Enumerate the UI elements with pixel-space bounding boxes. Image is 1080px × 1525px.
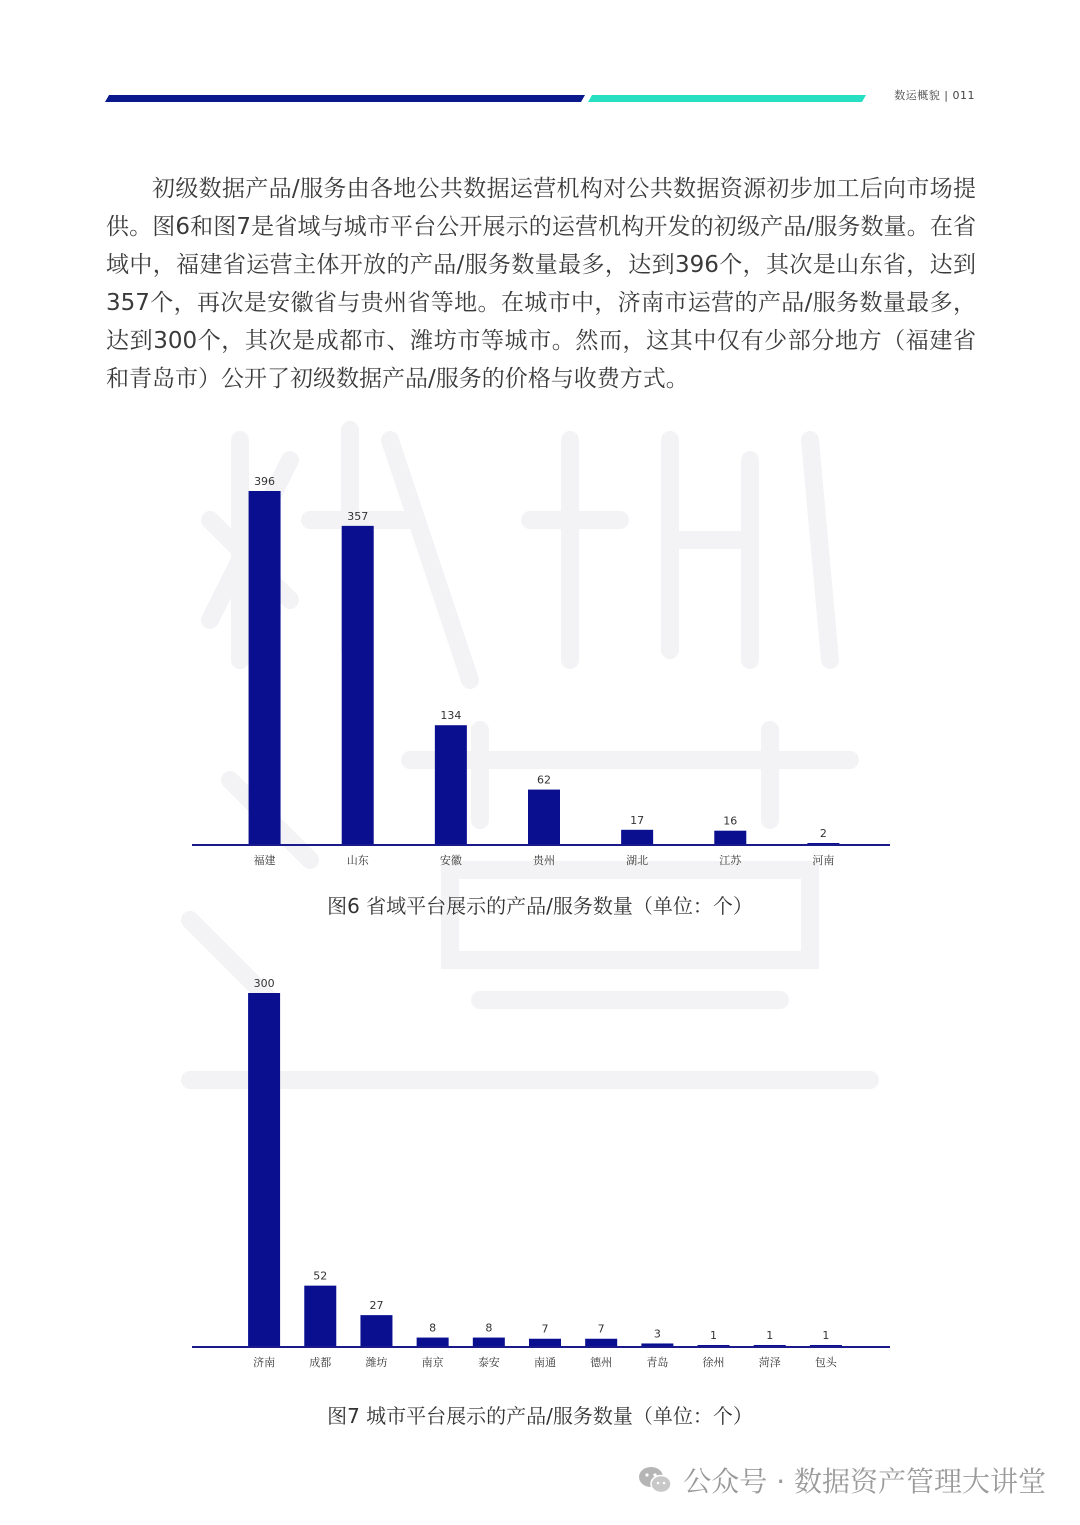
city-category-label: 成都 <box>309 1356 332 1369</box>
footer-text: 公众号 · 数据资产管理大讲堂 <box>683 1465 1046 1498</box>
chart-city-caption: 图7 城市平台展示的产品/服务数量（单位：个） <box>327 1404 753 1428</box>
city-bar <box>360 1315 392 1347</box>
city-bar <box>585 1339 617 1347</box>
city-value-label: 300 <box>253 977 275 990</box>
wechat-icon <box>637 1464 673 1496</box>
city-value-label: 1 <box>710 1329 718 1342</box>
footer <box>637 1460 1046 1500</box>
city-value-label: 1 <box>766 1329 774 1342</box>
header-label: 数运概貌 | 011 <box>894 89 975 102</box>
city-category-label: 泰安 <box>477 1356 500 1369</box>
province-category-label: 福建 <box>253 854 276 867</box>
city-value-label: 52 <box>313 1269 328 1283</box>
province-value-label: 2 <box>819 827 827 840</box>
city-bar <box>529 1339 561 1347</box>
city-category-label: 包头 <box>814 1356 837 1369</box>
province-value-label: 17 <box>630 813 645 827</box>
city-category-label: 潍坊 <box>365 1356 388 1369</box>
province-category-label: 贵州 <box>533 854 555 867</box>
city-value-label: 7 <box>597 1322 605 1336</box>
province-value-label: 357 <box>347 509 369 523</box>
city-category-label: 德州 <box>590 1356 613 1369</box>
city-value-label: 3 <box>653 1327 661 1341</box>
province-category-label: 河南 <box>812 854 835 867</box>
city-bar <box>248 993 280 1347</box>
city-value-label: 7 <box>541 1322 549 1336</box>
province-value-label: 16 <box>723 814 738 828</box>
city-category-label: 青岛 <box>646 1356 669 1369</box>
city-category-label: 南京 <box>421 1356 444 1369</box>
province-value-label: 134 <box>440 709 462 723</box>
city-bar <box>473 1338 505 1347</box>
city-value-label: 27 <box>369 1299 384 1313</box>
city-category-label: 南通 <box>534 1356 556 1369</box>
body-paragraph: 初级数据产品/服务由各地公共数据运营机构对公共数据资源初步加工后向市场提供。图6和图7是省域与城市平台公开展示的运营机构开发的初级产品/服务数量。在省域中，福建省运营主体开放的产品/服务数量最多，达到396个，其次是山东省，达到357个，再次是安徽省与贵州省等地。在城市中，济南市运营的产品/服务数量最多，达到300个，其次是成都市、潍坊市等城市。然而，这其中仅有少部分地方（福建省和青岛市）公开了初级数据产品/服务的价格与收费方式。 <box>106 176 976 392</box>
province-category-label: 安徽 <box>439 854 462 867</box>
city-bar <box>304 1286 336 1347</box>
city-category-label: 济南 <box>253 1356 276 1369</box>
chart-province-caption: 图6 省域平台展示的产品/服务数量（单位：个） <box>327 894 753 918</box>
city-category-label: 菏泽 <box>758 1356 781 1369</box>
province-category-label: 江苏 <box>719 854 742 867</box>
province-category-label: 湖北 <box>626 854 649 867</box>
city-value-label: 8 <box>429 1321 437 1335</box>
city-value-label: 8 <box>485 1321 493 1335</box>
province-value-label: 62 <box>537 773 551 787</box>
province-value-label: 396 <box>254 475 276 488</box>
city-category-label: 徐州 <box>702 1356 725 1369</box>
city-value-label: 1 <box>822 1329 830 1342</box>
province-category-label: 山东 <box>346 854 369 867</box>
city-bar <box>417 1338 449 1347</box>
